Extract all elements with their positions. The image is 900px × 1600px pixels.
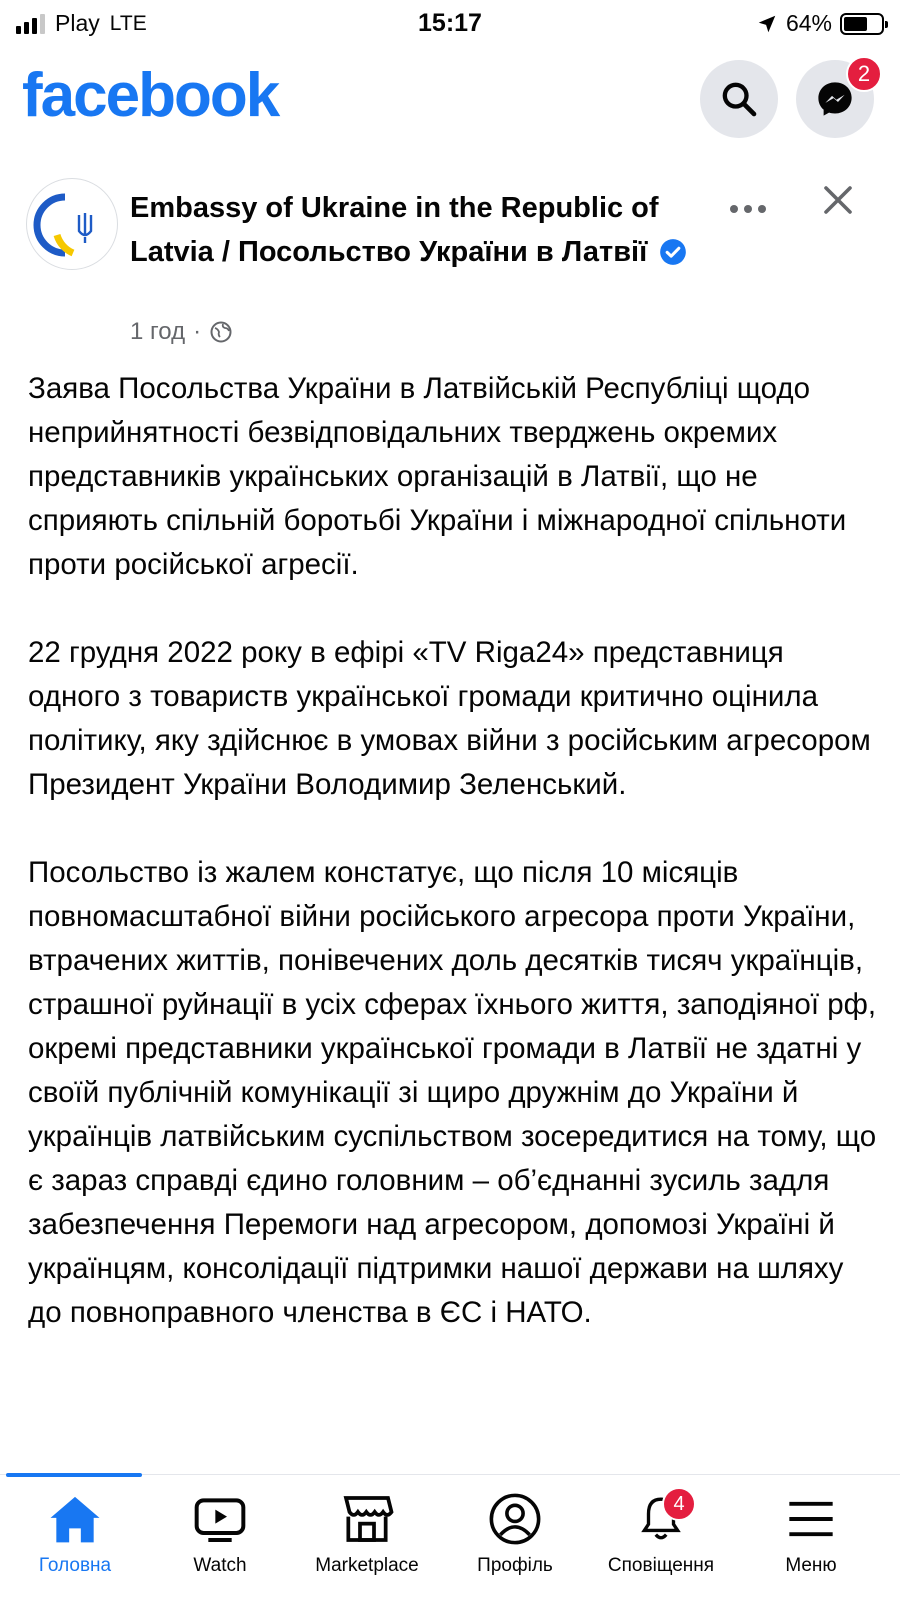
facebook-logo[interactable]: facebook xyxy=(22,61,279,130)
post-meta xyxy=(130,318,233,346)
tab-label: Сповіщення xyxy=(607,1555,715,1576)
home-icon xyxy=(47,1493,103,1545)
post-body xyxy=(28,367,878,1379)
location-arrow-icon xyxy=(756,13,778,35)
status-bar-right xyxy=(756,10,884,37)
tab-label: Marketplace xyxy=(315,1555,419,1576)
post-header xyxy=(0,172,900,357)
watch-video-icon xyxy=(192,1495,248,1543)
hide-post-button[interactable] xyxy=(820,182,856,223)
page-name-text[interactable]: Embassy of Ukraine in the Republic of Latvia / Посольство України в Латвії xyxy=(130,192,659,268)
close-icon xyxy=(820,182,856,218)
tab-marketplace[interactable] xyxy=(292,1483,442,1593)
tab-label: Профіль xyxy=(477,1555,553,1576)
carrier-label: Play xyxy=(55,10,100,36)
post-time[interactable]: 1 год xyxy=(130,318,186,345)
status-bar xyxy=(0,0,900,46)
tab-menu[interactable] xyxy=(736,1483,886,1593)
tab-label: Головна xyxy=(38,1555,112,1576)
tab-notifications[interactable] xyxy=(586,1483,736,1593)
tab-label: Меню xyxy=(785,1555,837,1576)
profile-icon xyxy=(488,1492,542,1546)
more-dots-icon xyxy=(728,202,768,216)
search-icon xyxy=(719,79,759,119)
battery-percent: 64% xyxy=(785,10,832,36)
messenger-badge: 2 xyxy=(846,56,882,92)
battery-icon xyxy=(840,13,884,35)
page-name[interactable] xyxy=(130,186,730,274)
messenger-button[interactable] xyxy=(796,60,874,138)
meta-separator: · xyxy=(193,318,202,345)
post-paragraph: Заява Посольства України в Латвійській Республіці щодо неприйнятності безвідповідальних тверджень окремих представників українських організацій в Латвії, що не сприяють спільній боротьбі України і міжнародної спільноти проти російської агресії. xyxy=(28,372,847,581)
tab-label: Watch xyxy=(193,1555,247,1576)
tab-home[interactable] xyxy=(0,1483,150,1593)
marketplace-store-icon xyxy=(339,1493,395,1545)
status-time: 15:17 xyxy=(418,9,482,37)
tab-profile[interactable] xyxy=(440,1483,590,1593)
page-avatar[interactable] xyxy=(26,178,118,270)
bottom-tab-bar xyxy=(0,1474,900,1600)
menu-icon xyxy=(785,1497,837,1541)
app-header xyxy=(0,52,900,152)
verified-badge-icon xyxy=(659,238,687,266)
network-label: LTE xyxy=(109,11,147,35)
post-paragraph: 22 грудня 2022 року в ефірі «TV Riga24» представниця одного з товариств української громади критично оцінила політику, яку здійснює в умовах війни з російським агресором Президент України Володимир Зеленський. xyxy=(28,636,871,801)
post-paragraph: Посольство із жалем констатує, що після 10 місяців повномасштабної війни російського агресора проти України, втрачених життів, понівечених доль десятків тисяч українців, страшної руйнації в усіх сферах їхнього життя, заподіяної рф, окремі представники української громади в Латвії не здатні у своїй публічній комунікації зі щиро дружнім до України й українців латвійським суспільством зосередитися на тому, що є зараз справді єдино головним – об’єднанні зусиль задля забезпечення Перемоги над агресором, допомозі Україні й українцям, консолідації підтримки нашої держави на шляху до повноправного членства в ЄС і НАТО. xyxy=(28,856,877,1329)
active-tab-indicator xyxy=(6,1473,142,1477)
embassy-logo-icon xyxy=(27,179,118,270)
search-button[interactable] xyxy=(700,60,778,138)
more-options-button[interactable] xyxy=(728,186,768,225)
globe-icon xyxy=(209,320,233,344)
tab-watch[interactable] xyxy=(145,1483,295,1593)
notifications-badge: 4 xyxy=(662,1487,696,1521)
